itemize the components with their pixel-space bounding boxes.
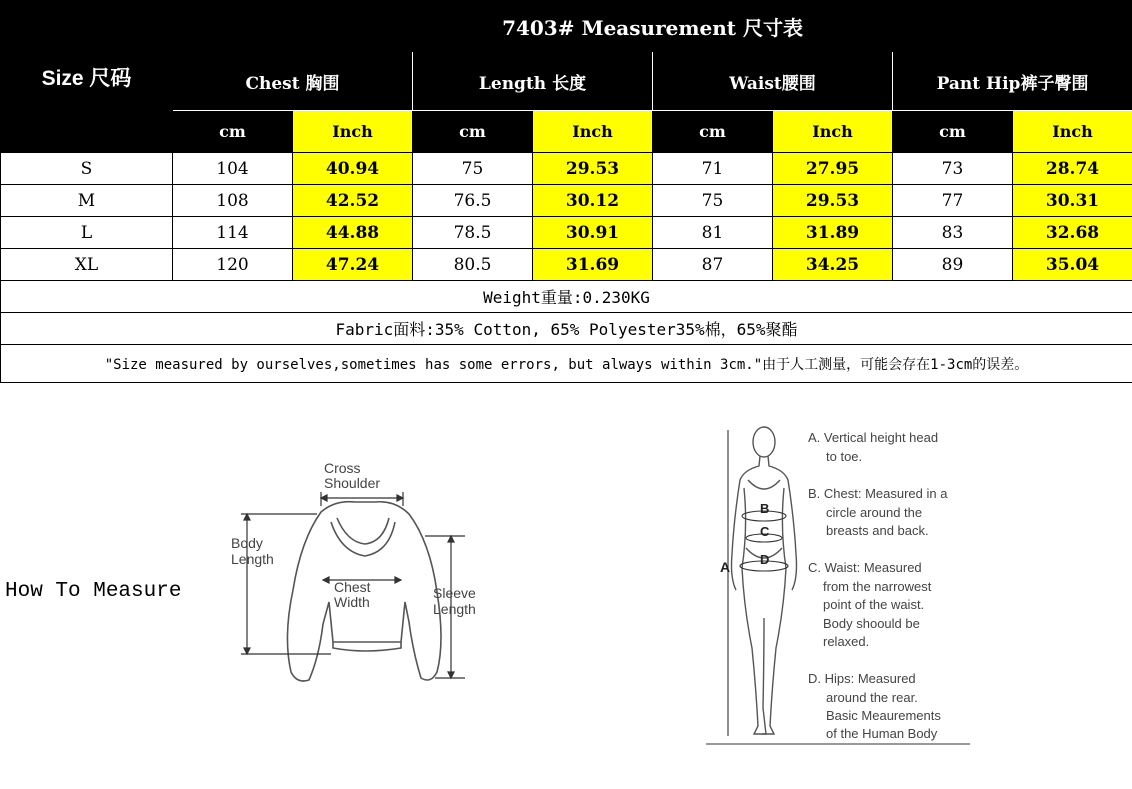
unit-cm: cm	[893, 111, 1013, 153]
waist-cm-cell: 75	[653, 185, 773, 217]
note-c: point of the waist.	[823, 597, 925, 612]
size-cell: S	[1, 153, 173, 185]
body-length-label: Body	[231, 535, 263, 551]
note-b: B. Chest: Measured in a	[808, 486, 948, 501]
note-c: from the narrowest	[823, 579, 932, 594]
table-row	[1, 185, 1132, 217]
chest-cm-cell: 108	[173, 185, 293, 217]
length-inch-cell: 30.91	[533, 217, 653, 249]
length-cm-cell: 78.5	[413, 217, 533, 249]
chest-cm-cell: 114	[173, 217, 293, 249]
unit-inch: Inch	[1013, 111, 1132, 153]
measurement-note: "Size measured by ourselves,sometimes has some errors, but always within 3cm."由于人工测量，可能会存在1-3cm的误差。	[1, 345, 1132, 383]
body-measure-diagram	[700, 418, 990, 750]
length-cm-cell: 76.5	[413, 185, 533, 217]
note-d: around the rear.	[826, 690, 918, 705]
hip-inch-cell: 28.74	[1013, 153, 1132, 185]
note-b: breasts and back.	[826, 523, 929, 538]
chest-inch-cell: 40.94	[293, 153, 413, 185]
chest-cm-cell: 104	[173, 153, 293, 185]
hip-cm-cell: 83	[893, 217, 1013, 249]
unit-inch: Inch	[773, 111, 893, 153]
size-header: Size 尺码	[1, 1, 173, 153]
note-a: A. Vertical height head	[808, 430, 939, 445]
hip-cm-cell: 89	[893, 249, 1013, 281]
length-inch-cell: 31.69	[533, 249, 653, 281]
marker-b: B	[760, 501, 770, 516]
table-title-text: 7403# Measurement 尺寸表	[502, 15, 803, 40]
table-row	[1, 249, 1132, 281]
marker-c: C	[760, 524, 770, 539]
size-table	[0, 0, 1132, 383]
length-inch-cell: 29.53	[533, 153, 653, 185]
unit-cm: cm	[413, 111, 533, 153]
unit-inch: Inch	[533, 111, 653, 153]
chest-inch-cell: 42.52	[293, 185, 413, 217]
note-a: to toe.	[826, 449, 863, 464]
group-length: Length 长度	[413, 52, 653, 111]
group-waist: Waist腰围	[653, 52, 893, 111]
table-title	[173, 1, 1132, 52]
note-d: Basic Meaurements	[826, 708, 941, 723]
note-d: of the Human Body	[826, 726, 938, 741]
marker-d: D	[760, 552, 770, 567]
chest-inch-cell: 47.24	[293, 249, 413, 281]
length-cm-cell: 80.5	[413, 249, 533, 281]
sleeve-length-label: Sleeve	[433, 585, 476, 601]
note-d: D. Hips: Measured	[808, 671, 916, 686]
length-inch-cell: 30.12	[533, 185, 653, 217]
unit-cm: cm	[173, 111, 293, 153]
note-c: Body shoould be	[823, 616, 920, 631]
size-cell: XL	[1, 249, 173, 281]
unit-cm: cm	[653, 111, 773, 153]
group-chest: Chest 胸围	[173, 52, 413, 111]
chest-inch-cell: 44.88	[293, 217, 413, 249]
waist-cm-cell: 71	[653, 153, 773, 185]
note-b: circle around the	[826, 505, 923, 520]
waist-cm-cell: 81	[653, 217, 773, 249]
hip-inch-cell: 30.31	[1013, 185, 1132, 217]
chest-cm-cell: 120	[173, 249, 293, 281]
hip-inch-cell: 35.04	[1013, 249, 1132, 281]
note-c: C. Waist: Measured	[808, 560, 922, 575]
sleeve-length-label: Length	[433, 601, 476, 617]
size-cell: M	[1, 185, 173, 217]
table-row	[1, 217, 1132, 249]
waist-inch-cell: 29.53	[773, 185, 893, 217]
hip-cm-cell: 73	[893, 153, 1013, 185]
waist-inch-cell: 27.95	[773, 153, 893, 185]
size-cell: L	[1, 217, 173, 249]
cross-shoulder-label: Shoulder	[324, 475, 381, 491]
unit-inch: Inch	[293, 111, 413, 153]
table-row	[1, 153, 1132, 185]
waist-cm-cell: 87	[653, 249, 773, 281]
weight-info: Weight重量:0.230KG	[1, 281, 1132, 313]
sweater-measure-diagram	[225, 452, 495, 692]
cross-shoulder-label: Cross	[324, 460, 361, 476]
fabric-info: Fabric面料:35% Cotton, 65% Polyester35%棉，65%聚酯	[1, 313, 1132, 345]
chest-width-label: Width	[334, 594, 370, 610]
how-to-measure-label: How To Measure	[5, 580, 182, 603]
note-c: relaxed.	[823, 634, 870, 649]
waist-inch-cell: 34.25	[773, 249, 893, 281]
waist-inch-cell: 31.89	[773, 217, 893, 249]
body-length-label: Length	[231, 551, 274, 567]
chest-width-label: Chest	[334, 579, 371, 595]
length-cm-cell: 75	[413, 153, 533, 185]
marker-a: A	[720, 559, 731, 575]
group-pant-hip: Pant Hip裤子臀围	[893, 52, 1132, 111]
hip-inch-cell: 32.68	[1013, 217, 1132, 249]
hip-cm-cell: 77	[893, 185, 1013, 217]
